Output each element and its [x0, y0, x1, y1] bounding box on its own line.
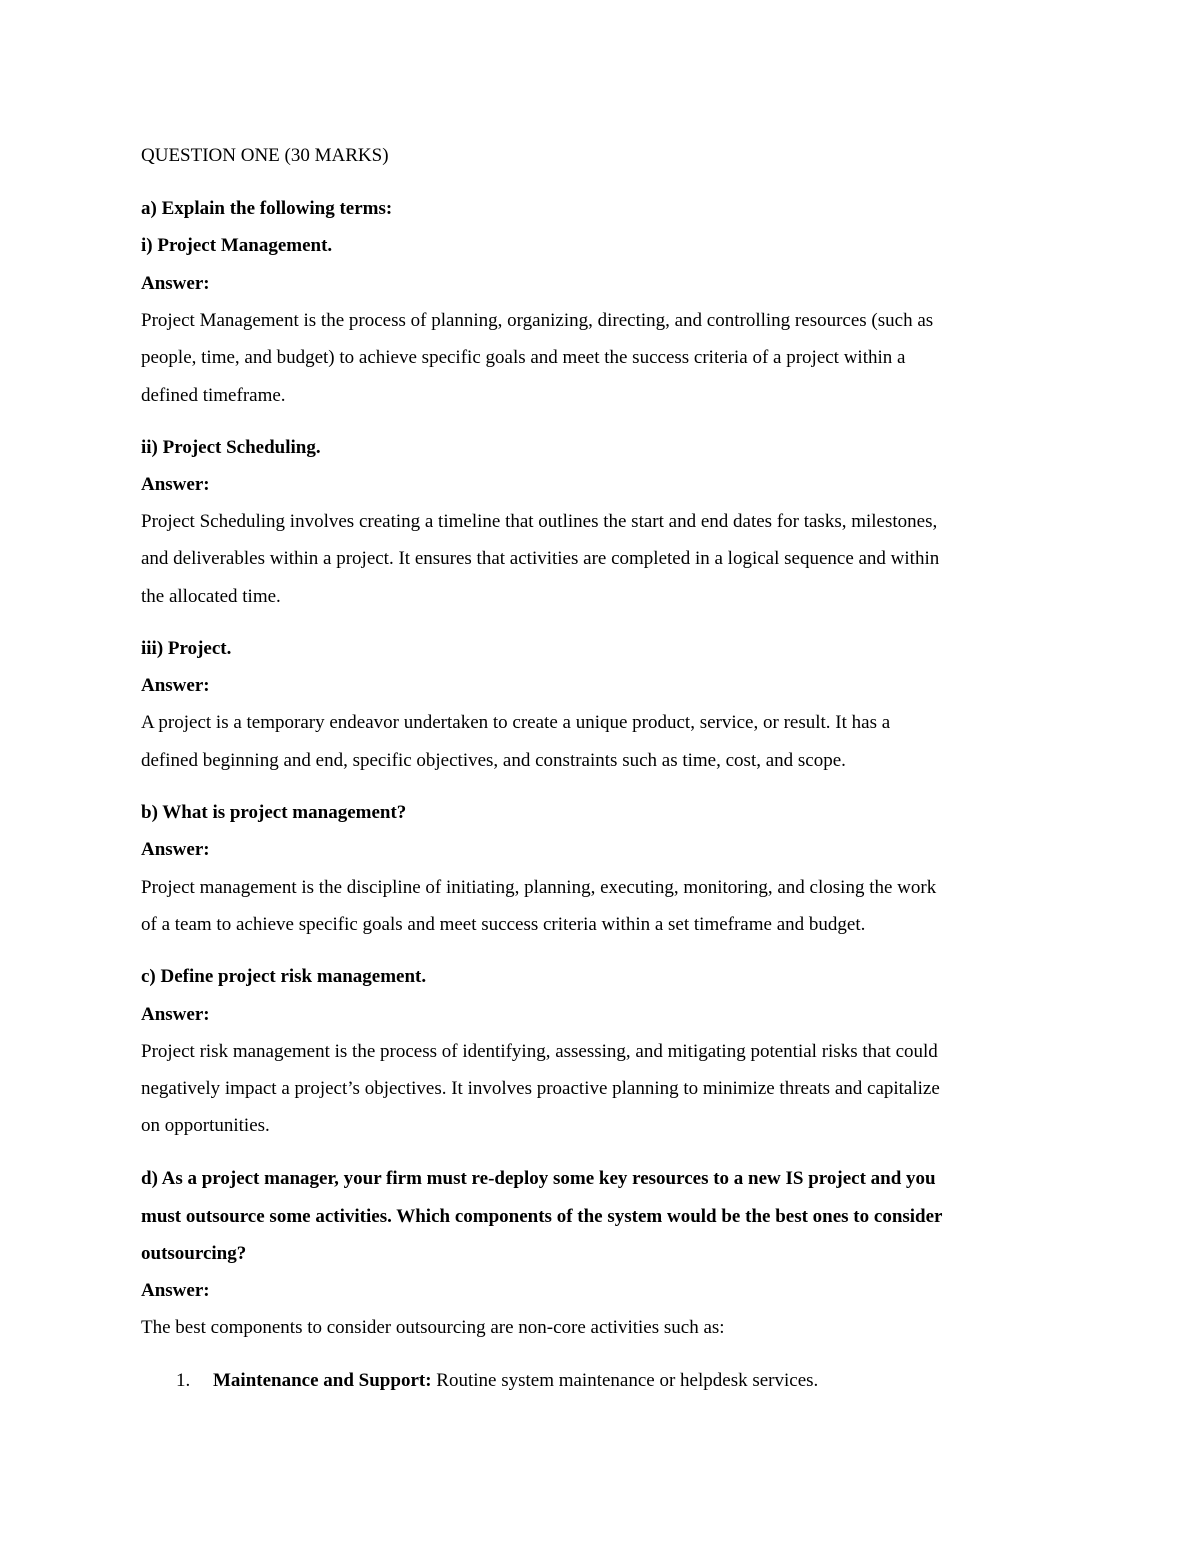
part-a-ii-title: ii) Project Scheduling.: [141, 437, 321, 458]
list-item-number: 1.: [176, 1370, 191, 1391]
part-b-title: b) What is project management?: [141, 802, 407, 823]
part-a-i-title: i) Project Management.: [141, 235, 333, 256]
answer-text-line: Project Scheduling involves creating a timeline that outlines the start and end dates for tasks, milestones,: [141, 511, 938, 532]
answer-intro: The best components to consider outsourcing are non-core activities such as:: [141, 1317, 725, 1338]
answer-text-line: and deliverables within a project. It ensures that activities are completed in a logical sequence and within: [141, 548, 940, 569]
question-heading: QUESTION ONE (30 MARKS): [141, 145, 389, 166]
list-item-text: Routine system maintenance or helpdesk services.: [431, 1370, 819, 1391]
answer-text-line: Project risk management is the process of identifying, assessing, and mitigating potential risks that could: [141, 1041, 938, 1062]
answer-text-line: of a team to achieve specific goals and meet success criteria within a set timeframe and budget.: [141, 914, 866, 935]
answer-text-line: the allocated time.: [141, 586, 281, 607]
list-item-term: Maintenance and Support:: [213, 1370, 432, 1391]
part-d-title-line: must outsource some activities. Which components of the system would be the best ones to consider: [141, 1206, 943, 1227]
answer-text-line: people, time, and budget) to achieve specific goals and meet the success criteria of a project within a: [141, 347, 906, 368]
answer-label: Answer:: [141, 474, 210, 495]
answer-text-line: Project management is the discipline of initiating, planning, executing, monitoring, and closing the work: [141, 877, 937, 898]
part-c-title: c) Define project risk management.: [141, 966, 427, 987]
list-item: [213, 1369, 818, 1393]
answer-label: Answer:: [141, 675, 210, 696]
answer-label: Answer:: [141, 839, 210, 860]
answer-label: Answer:: [141, 273, 210, 294]
answer-text-line: on opportunities.: [141, 1115, 270, 1136]
answer-text-line: negatively impact a project’s objectives. It involves proactive planning to minimize threats and capitalize: [141, 1078, 940, 1099]
part-a-prompt: a) Explain the following terms:: [141, 198, 393, 219]
answer-text-line: Project Management is the process of planning, organizing, directing, and controlling resources (such as: [141, 310, 934, 331]
part-a-iii-title: iii) Project.: [141, 638, 232, 659]
part-d-title-line: outsourcing?: [141, 1243, 247, 1264]
answer-label: Answer:: [141, 1004, 210, 1025]
part-d-title-line: d) As a project manager, your firm must re-deploy some key resources to a new IS project and you: [141, 1168, 936, 1189]
answer-label: Answer:: [141, 1280, 210, 1301]
answer-text-line: defined beginning and end, specific objectives, and constraints such as time, cost, and scope.: [141, 750, 846, 771]
answer-text-line: A project is a temporary endeavor undertaken to create a unique product, service, or result. It has a: [141, 712, 891, 733]
answer-text-line: defined timeframe.: [141, 385, 286, 406]
